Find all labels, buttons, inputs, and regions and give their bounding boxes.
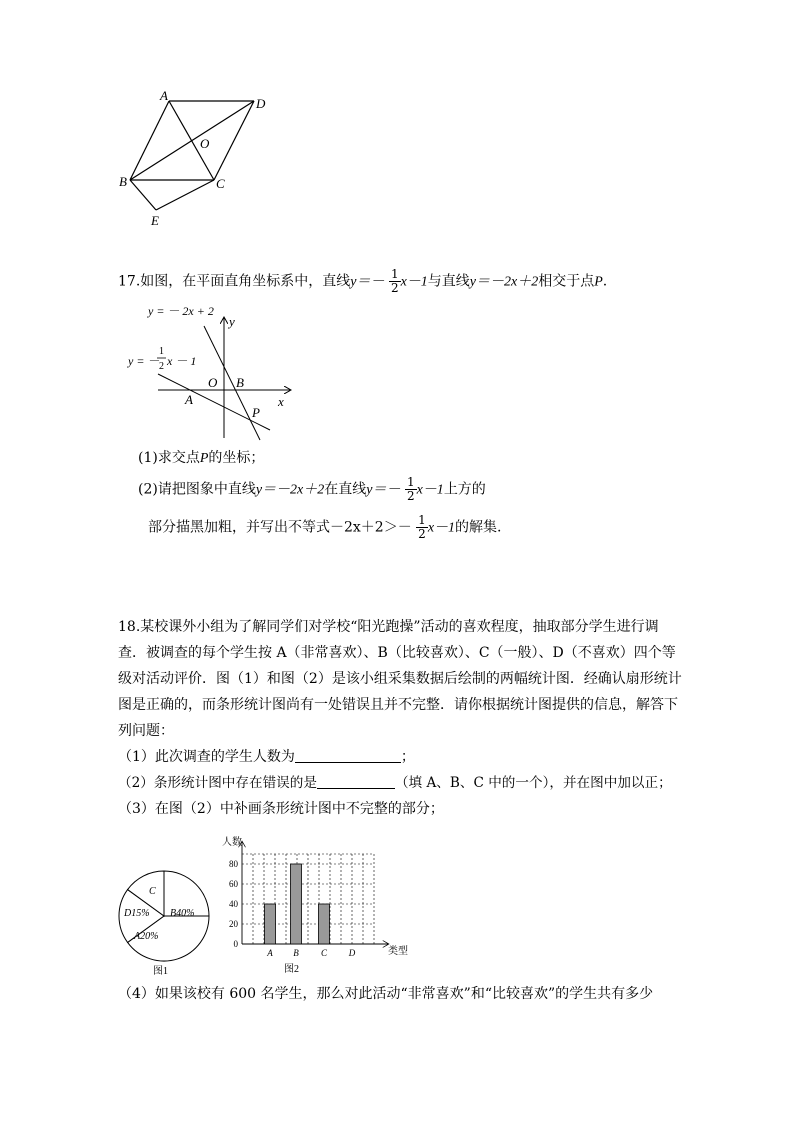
q17-sub2-d: 部分描黑加粗，并写出不等式－2x＋2＞－ xyxy=(148,519,412,536)
q17-sub2-frac-den: 2 xyxy=(406,489,415,503)
graph-axis-y: y xyxy=(229,314,235,329)
q18-sub1-pre: （1）此次调查的学生人数为 xyxy=(118,749,295,765)
q17-sub2-line2 xyxy=(148,514,501,541)
label-e: E xyxy=(151,213,159,228)
q17-sub2-b: 在直线 xyxy=(324,481,367,498)
bar-c xyxy=(319,904,330,944)
q17-sub2-eq2-pre: y＝－ xyxy=(366,482,401,498)
q18-sub1-post: ； xyxy=(400,749,415,765)
segment-be xyxy=(130,180,156,210)
bar-a xyxy=(265,904,276,944)
label-b: B xyxy=(119,174,127,189)
q17-sub2-a: (2)请把图象中直线 xyxy=(138,481,256,498)
bar-chart xyxy=(212,832,412,978)
label-d: D xyxy=(256,96,266,111)
q17-line1-lhs: y＝－ xyxy=(350,274,385,290)
graph-point-a: A xyxy=(185,392,193,407)
bar-b xyxy=(291,864,302,944)
bar-ytick-label: 20 xyxy=(229,919,238,929)
q17-line1-rhs: x－1 xyxy=(400,274,428,290)
q17-number: 17. xyxy=(118,273,141,290)
q18-sub3: （3）在图（2）中补画条形统计图中不完整的部分； xyxy=(118,801,444,817)
q17-frac-num: 1 xyxy=(390,267,399,281)
q18-sub1-blank[interactable] xyxy=(295,748,401,763)
q17-point-p: P xyxy=(594,274,603,290)
q17-intro-a: 如图，在平面直角坐标系中，直线 xyxy=(140,273,351,290)
q17-sub2-f: 的解集. xyxy=(455,519,502,536)
pie-label-a: A20% xyxy=(134,931,159,942)
q17-sub2-e: x－1 xyxy=(427,520,456,536)
q18-line2: 查．被调查的每个学生按 A（非常喜欢）、B（比较喜欢）、C（一般）、D（不喜欢）四个等 xyxy=(118,645,676,661)
q18-line4: 图是正确的，而条形统计图尚有一处错误且并不完整．请你根据统计图提供的信息，解答下 xyxy=(118,697,678,713)
q17-sub2 xyxy=(138,476,486,503)
graph-axis-x: x xyxy=(278,394,284,409)
pie-chart xyxy=(116,866,216,978)
q18-paragraph xyxy=(118,614,682,822)
label-o: O xyxy=(200,136,210,151)
bar-cat-label-d: D xyxy=(348,948,356,958)
q18-sub2-blank[interactable] xyxy=(317,774,395,789)
q17-sub1-pre: (1)求交点 xyxy=(138,450,200,466)
graph-point-p: P xyxy=(252,405,260,420)
segment-dc xyxy=(214,101,254,180)
diagonal-bd xyxy=(130,101,254,180)
q17-frac-den: 2 xyxy=(390,281,399,295)
bar-ytick-label: 40 xyxy=(229,899,238,909)
segment-ec xyxy=(156,180,214,210)
graph-origin: O xyxy=(208,375,218,390)
q18-sub2 xyxy=(118,770,678,796)
q18-line1: 18.某校课外小组为了解同学们对学校“阳光跑操”活动的喜欢程度，抽取部分学生进行调 xyxy=(118,619,659,635)
bar-xlabel: 类型 xyxy=(388,946,408,957)
q18-line5: 列问题： xyxy=(118,723,174,739)
bar-ytick-label: 60 xyxy=(229,879,238,889)
q17-statement xyxy=(118,268,607,295)
q17-graph xyxy=(118,302,308,446)
q17-sub2-fraction xyxy=(405,476,417,503)
graph-line1-label-pre: y = － xyxy=(128,354,160,368)
pie-label-c: C xyxy=(149,886,156,897)
graph-line1-frac-den: 2 xyxy=(159,361,164,372)
q17-sub2-frac2-den: 2 xyxy=(418,527,426,541)
q17-intro-b: 与直线 xyxy=(427,273,470,290)
pie-title: 图1 xyxy=(153,966,168,977)
bar-cat-label-c: C xyxy=(320,948,328,958)
q17-fraction xyxy=(389,268,401,295)
q17-sub2-fraction-2 xyxy=(416,514,428,541)
q17-sub1-p: P xyxy=(199,451,209,466)
q17-sub2-frac2-num: 1 xyxy=(418,513,426,527)
label-a: A xyxy=(160,88,168,103)
q17-sub2-eq2-post: x－1 xyxy=(416,482,444,498)
q17-period: . xyxy=(602,273,608,290)
graph-line1-label-post: x － 1 xyxy=(167,354,197,368)
graph-line1-frac-num: 1 xyxy=(159,346,164,357)
q18-sub1 xyxy=(118,744,678,770)
q17-sub2-eq1: y＝－2x＋2 xyxy=(255,482,325,498)
bar-ytick-label: 0 xyxy=(233,939,238,949)
pie-label-b: B40% xyxy=(170,908,195,919)
bar-cat-label-b: B xyxy=(293,948,299,958)
label-c: C xyxy=(216,176,225,191)
graph-point-b: B xyxy=(236,375,244,390)
pie-label-d: D15% xyxy=(124,908,150,919)
q17-line2-eq: y＝－2x＋2 xyxy=(469,274,539,290)
graph-line2-label: y = － 2x + 2 xyxy=(148,304,214,318)
bar-ytick-label: 80 xyxy=(229,859,238,869)
q17-sub1 xyxy=(138,448,264,469)
q18-sub2-pre: （2）条形统计图中存在错误的是 xyxy=(118,775,317,791)
q17-sub1-post: 的坐标； xyxy=(208,450,265,466)
bar-title: 图2 xyxy=(284,964,299,975)
q17-sub2-frac-num: 1 xyxy=(406,475,415,489)
q18-sub4: （4）如果该校有 600 名学生，那么对此活动“非常喜欢”和“比较喜欢”的学生共有多少 xyxy=(118,986,654,1002)
bar-cat-label-a: A xyxy=(267,948,273,958)
q17-intro-c: 相交于点 xyxy=(538,273,595,290)
q18-line3: 级对活动评价．图（1）和图（2）是该小组采集数据后绘制的两幅统计图．经确认扇形统计 xyxy=(118,671,682,687)
rhombus-figure xyxy=(110,88,280,230)
q17-sub2-c: 上方的 xyxy=(443,481,486,498)
q18-sub2-post: （填 A、B、C 中的一个），并在图中加以正； xyxy=(394,775,672,791)
bar-ylabel: 人数 xyxy=(222,837,242,848)
